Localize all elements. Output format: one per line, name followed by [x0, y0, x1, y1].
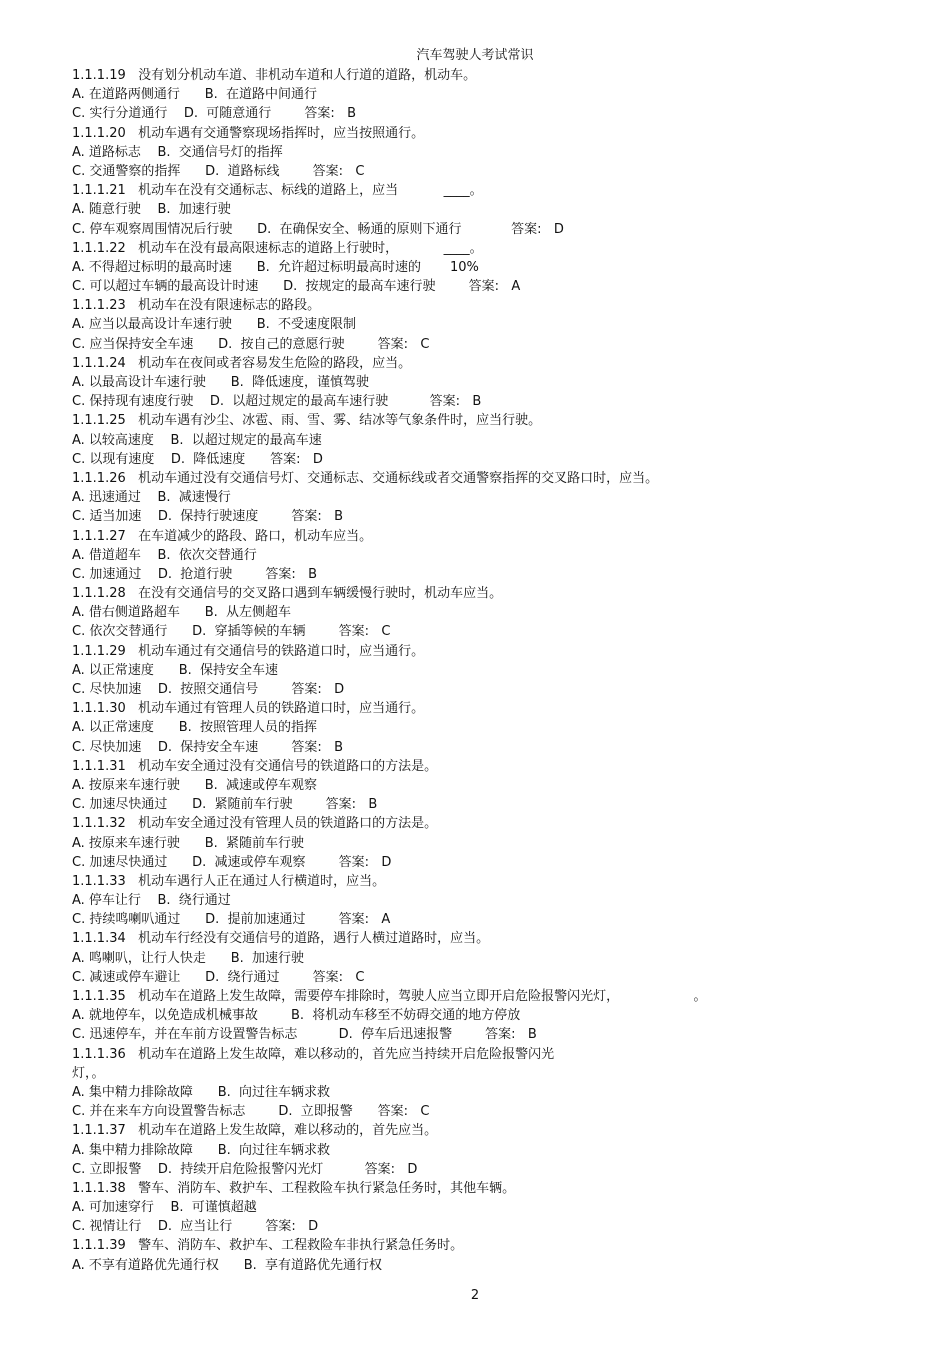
text-line: 1.1.1.23 机动车在没有限速标志的路段。	[72, 298, 321, 314]
text-line: C. 依次交替通行 D. 穿插等候的车辆 答案: C	[72, 624, 391, 640]
text-line: A. 以最高设计车速行驶 B. 降低速度，谨慎驾驶	[72, 375, 370, 390]
text-line: A. 道路标志 B. 交通信号灯的指挥	[72, 144, 283, 160]
text-line: 1.1.1.33 机动车遇行人正在通过人行横道时，应当。	[72, 873, 386, 889]
text-line: 1.1.1.20 机动车遇有交通警察现场指挥时，应当按照通行。	[72, 125, 425, 141]
text-line: 1.1.1.38 警车、消防车、救护车、工程救险车执行紧急任务时，其他车辆。	[72, 1180, 516, 1196]
text-line: A. 随意行驶 B. 加速行驶	[72, 202, 231, 218]
text-line: A. 可加速穿行 B. 可谨慎超越	[72, 1200, 257, 1216]
text-line: 1.1.1.21 机动车在没有交通标志、标线的道路上，应当 ____。	[72, 183, 483, 199]
text-line: 灯，。	[72, 1065, 105, 1081]
text-line: 1.1.1.22 机动车在没有最高限速标志的道路上行驶时， ____。	[72, 240, 483, 256]
text-line: 1.1.1.36 机动车在道路上发生故障，难以移动的，首先应当持续开启危险报警闪光	[72, 1046, 555, 1062]
text-line: C. 尽快加速 D. 保持安全车速 答案: B	[72, 739, 344, 755]
page-number: 2	[470, 1288, 480, 1303]
text-line: C. 适当加速 D. 保持行驶速度 答案: B	[72, 509, 344, 525]
text-line: C. 以现有速度 D. 降低速度 答案: D	[72, 451, 323, 467]
text-line: A. 以正常速度 B. 保持安全车速	[72, 662, 279, 678]
text-line: 1.1.1.29 机动车通过有交通信号的铁路道口时，应当通行。	[72, 643, 425, 659]
text-line: C. 减速或停车避让 D. 绕行通过 答案: C	[72, 969, 365, 985]
text-line: C. 迅速停车，并在车前方设置警告标志 D. 停车后迅速报警 答案: B	[72, 1027, 537, 1043]
text-line: C. 停车观察周围情况后行驶 D. 在确保安全、畅通的原则下通行 答案: D	[72, 221, 564, 237]
text-line: A. 应当以最高设计车速行驶 B. 不受速度限制	[72, 317, 357, 333]
text-line: A. 不得超过标明的最高时速 B. 允许超过标明最高时速的 10%	[72, 259, 479, 275]
text-line: A. 集中精力排除故障 B. 向过往车辆求救	[72, 1084, 331, 1100]
page-header-title: 汽车驾驶人考试常识	[416, 48, 534, 63]
text-line: C. 保持现有速度行驶 D. 以超过规定的最高车速行驶 答案: B	[72, 394, 482, 410]
text-line: 1.1.1.28 在没有交通信号的交叉路口遇到车辆缓慢行驶时，机动车应当。	[72, 586, 503, 602]
text-line: C. 持续鸣喇叭通过 D. 提前加速通过 答案: A	[72, 912, 391, 928]
text-line: C. 实行分道通行 D. 可随意通行 答案: B	[72, 106, 357, 122]
text-line: A. 就地停车，以免造成机械事故 B. 将机动车移至不妨碍交通的地方停放	[72, 1008, 521, 1024]
text-line: C. 交通警察的指挥 D. 道路标线 答案: C	[72, 163, 365, 179]
text-line: A. 以较高速度 B. 以超过规定的最高车速	[72, 432, 322, 448]
text-line: 1.1.1.19 没有划分机动车道、非机动车道和人行道的道路，机动车。	[72, 68, 477, 83]
text-line: A. 停车让行 B. 绕行通过	[72, 893, 231, 909]
text-line: C. 可以超过车辆的最高设计时速 D. 按规定的最高车速行驶 答案: A	[72, 279, 521, 295]
text-line: 1.1.1.32 机动车安全通过没有管理人员的铁道路口的方法是。	[72, 816, 438, 832]
text-line: 1.1.1.24 机动车在夜间或者容易发生危险的路段，应当。	[72, 355, 412, 371]
text-line: C. 尽快加速 D. 按照交通信号 答案: D	[72, 682, 345, 697]
text-line: A. 鸣喇叭，让行人快走 B. 加速行驶	[72, 950, 305, 966]
text-line: C. 加速尽快通过 D. 减速或停车观察 答案: D	[72, 854, 392, 870]
text-line: 1.1.1.39 警车、消防车、救护车、工程救险车非执行紧急任务时。	[72, 1238, 464, 1254]
text-line: 1.1.1.27 在车道减少的路段、路口，机动车应当。	[72, 528, 373, 544]
text-line: A. 不享有道路优先通行权 B. 享有道路优先通行权	[72, 1257, 383, 1273]
text-line: A. 按原来车速行驶 B. 紧随前车行驶	[72, 835, 305, 851]
text-line: 1.1.1.26 机动车通过没有交通信号灯、交通标志、交通标线或者交通警察指挥的交叉路口时，应当。	[72, 470, 659, 486]
text-line: 1.1.1.31 机动车安全通过没有交通信号的铁道路口的方法是。	[72, 758, 438, 774]
text-line: A. 按原来车速行驶 B. 减速或停车观察	[72, 777, 318, 793]
text-line: A. 在道路两侧通行 B. 在道路中间通行	[72, 87, 318, 103]
text-line: C. 加速通过 D. 抢道行驶 答案: B	[72, 566, 318, 582]
text-line: C. 加速尽快通过 D. 紧随前车行驶 答案: B	[72, 797, 378, 813]
text-line: 1.1.1.25 机动车遇有沙尘、冰雹、雨、雪、雾、结冰等气象条件时，应当行驶。	[72, 413, 542, 429]
text-line: A. 以正常速度 B. 按照管理人员的指挥	[72, 720, 318, 736]
text-line: A. 迅速通过 B. 减速慢行	[72, 490, 231, 506]
text-line: C. 视情让行 D. 应当让行 答案: D	[72, 1219, 319, 1235]
text-line: A. 借右侧道路超车 B. 从左侧超车	[72, 605, 292, 621]
text-line: A. 集中精力排除故障 B. 向过往车辆求救	[72, 1142, 331, 1158]
text-line: 1.1.1.37 机动车在道路上发生故障，难以移动的，首先应当。	[72, 1123, 438, 1139]
text-line: 1.1.1.30 机动车通过有管理人员的铁路道口时，应当通行。	[72, 701, 425, 717]
text-line: 1.1.1.35 机动车在道路上发生故障，需要停车排除时，驾驶人应当立即开启危险报警闪光灯， 。	[72, 989, 707, 1004]
text-line: C. 应当保持安全车速 D. 按自己的意愿行驶 答案: C	[72, 336, 430, 352]
text-line: C. 并在来车方向设置警告标志 D. 立即报警 答案: C	[72, 1104, 430, 1120]
text-line: C. 立即报警 D. 持续开启危险报警闪光灯 答案: D	[72, 1161, 418, 1177]
question-list	[72, 66, 912, 1275]
text-line: A. 借道超车 B. 依次交替通行	[72, 547, 257, 563]
text-line: 1.1.1.34 机动车行经没有交通信号的道路，遇行人横过道路时，应当。	[72, 931, 490, 947]
